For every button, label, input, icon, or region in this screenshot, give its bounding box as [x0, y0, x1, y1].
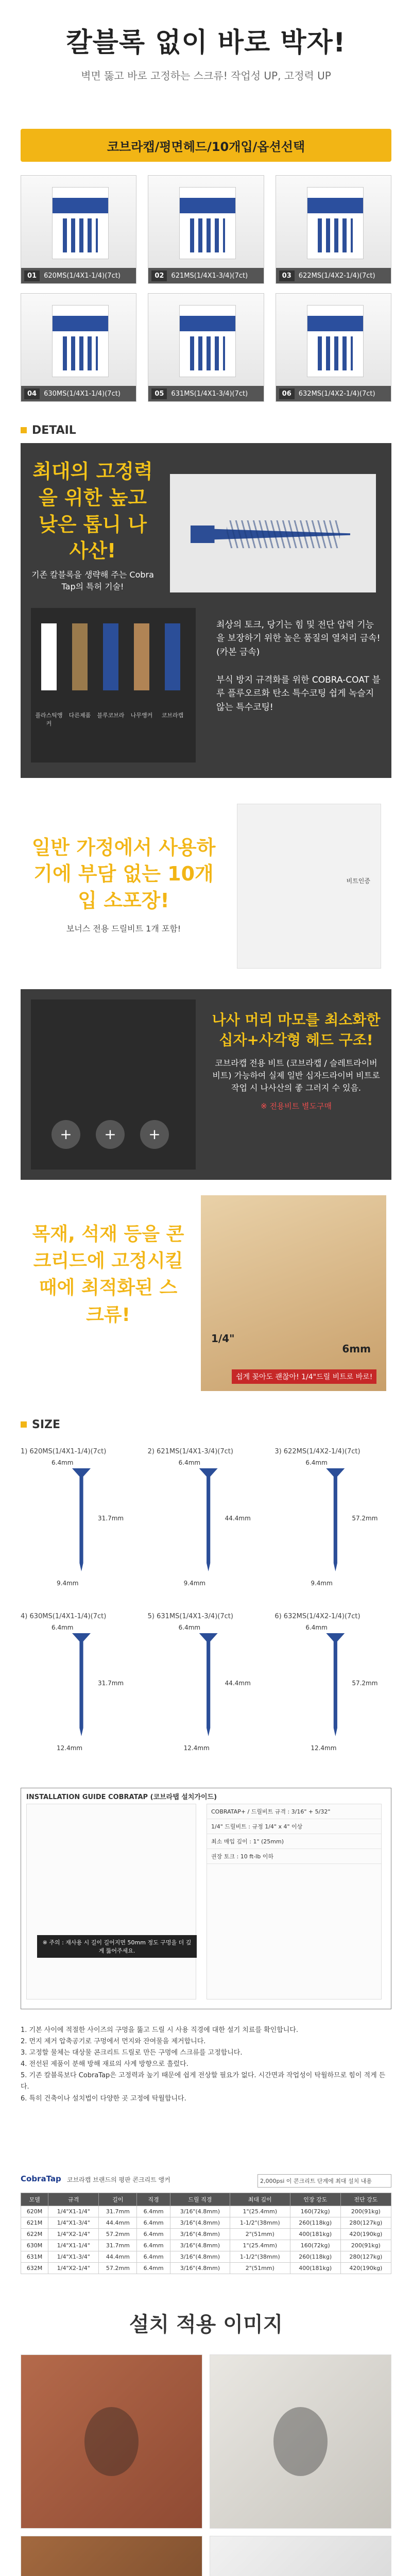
table-cell: 200(91kg)	[340, 2240, 391, 2251]
table-cell: 3/16"(4.8mm)	[170, 2251, 230, 2263]
table-cell: 6.4mm	[137, 2206, 170, 2217]
shank-diameter: 6.4mm	[305, 1459, 328, 1466]
shank-diameter: 6.4mm	[178, 1459, 201, 1466]
feature-carbon-metal: 최상의 토크, 당기는 힘 및 전단 압력 기능을 보장하기 위한 높은 품질의 열처리 금속! (카본 금속)	[216, 620, 381, 657]
table-cell: 280(127kg)	[340, 2217, 391, 2229]
table-cell: 44.4mm	[99, 2217, 137, 2229]
table-cell: 1/4"X1-1/4"	[48, 2206, 99, 2217]
detail-label: DETAIL	[32, 423, 76, 437]
guide-spec-panel	[207, 1804, 382, 1999]
table-row	[21, 2251, 391, 2263]
package-photo	[237, 804, 381, 969]
screw-diagram	[199, 1633, 218, 1736]
head-feature-panel	[21, 989, 391, 1180]
note-line: 2. 먼지 제거 압축공기로 구멍에서 먼지와 잔여물을 제거합니다.	[21, 2038, 206, 2046]
table-cell: 620M	[21, 2206, 48, 2217]
hero-title: 칼블록 없이 바로 박자!	[66, 27, 346, 58]
thread-feature-title: 최대의 고정력을 위한 높고 낮은 톱니 나사산!	[32, 460, 153, 562]
table-cell: 57.2mm	[99, 2229, 137, 2240]
drill-size-label: 1/4"	[211, 1332, 235, 1345]
head-feature-note: ※ 전용비트 별도구매	[260, 1101, 332, 1111]
variant-label: 632MS(1/4X2-1/4)(7ct)	[298, 389, 375, 398]
table-cell: 6.4mm	[137, 2217, 170, 2229]
guide-spec-row: COBRATAP+ / 드릴비트 규격 : 3/16" + 5/32"	[207, 1804, 381, 1819]
pack-feature-text: 보너스 전용 드릴비트 1개 포함!	[66, 923, 181, 934]
hero-subtitle: 벽면 뚫고 바로 고정하는 스크류! 작업성 UP, 고정력 UP	[81, 70, 331, 82]
variant-number: 03	[279, 270, 295, 281]
table-cell: 1"(25.4mm)	[230, 2206, 290, 2217]
variant-photo	[148, 176, 263, 268]
drill-warning: 쉽게 꽂아도 괜찮아! 1/4"드릴 비트로 바로!	[232, 1369, 376, 1384]
table-cell: 631M	[21, 2251, 48, 2263]
variant-number: 06	[279, 388, 295, 399]
size-card-title: 1) 620MS(1/4X1-1/4)(7ct)	[21, 1448, 107, 1455]
note-line: 3. 고정할 물체는 대상물 콘크리트 드릴로 만든 구멍에 스크류를 고정합니다.	[21, 2049, 243, 2057]
table-header-cell: 드릴 직경	[170, 2193, 230, 2206]
variant-photo	[21, 176, 136, 268]
section-marker-icon	[21, 427, 27, 433]
head-diameter: 9.4mm	[57, 1580, 79, 1587]
variant-label: 631MS(1/4X1-3/4)(7ct)	[171, 389, 248, 398]
table-cell: 160(72kg)	[290, 2206, 340, 2217]
wood-block-photo	[201, 1195, 386, 1391]
size-label: SIZE	[32, 1418, 61, 1431]
note-line: 1. 기본 사이에 적절한 사이즈의 구멍을 뚫고 드릴 시 사용 직경에 대한 설기 치료를 확인합니다.	[21, 2026, 299, 2034]
head-feature-title: 나사 머리 마모를 최소화한 십자+사각형 헤드 구조!	[212, 1011, 381, 1049]
variant-card[interactable]	[276, 293, 391, 402]
variant-photo	[276, 176, 391, 268]
size-card-title: 2) 621MS(1/4X1-3/4)(7ct)	[147, 1448, 233, 1455]
table-cell: 6.4mm	[137, 2240, 170, 2251]
table-cell: 622M	[21, 2229, 48, 2240]
table-cell: 160(72kg)	[290, 2240, 340, 2251]
table-cell: 6.4mm	[137, 2251, 170, 2263]
table-cell: 621M	[21, 2217, 48, 2229]
spec-table	[21, 2193, 391, 2274]
size-card-title: 5) 631MS(1/4X1-3/4)(7ct)	[147, 1613, 233, 1620]
guide-steps-image	[26, 1804, 196, 1999]
variant-number: 01	[24, 270, 40, 281]
options-banner: 코브라캡/평면헤드/10개입/옵션선택	[21, 129, 391, 162]
size-card	[21, 1613, 138, 1767]
variant-label: 621MS(1/4X1-3/4)(7ct)	[171, 272, 248, 280]
table-header-cell: 길이	[99, 2193, 137, 2206]
material-feature-panel	[21, 1190, 391, 1396]
installation-guide	[21, 1788, 391, 2009]
install-photo-railing	[21, 2536, 202, 2576]
size-card	[274, 1613, 391, 1767]
note-line: 6. 특히 건축이나 설치법이 다양한 곳 고정에 탁월합니다.	[21, 2094, 186, 2103]
size-header	[21, 1417, 391, 1432]
screw-length: 44.4mm	[225, 1515, 251, 1522]
table-cell: 400(181kg)	[290, 2263, 340, 2274]
phillips-bit-icon: +	[52, 1120, 80, 1149]
table-header-cell: 직경	[137, 2193, 170, 2206]
screw-length: 57.2mm	[352, 1515, 378, 1522]
head-diameter: 12.4mm	[183, 1744, 210, 1752]
table-cell: 632M	[21, 2263, 48, 2274]
size-card-title: 4) 630MS(1/4X1-1/4)(7ct)	[21, 1613, 107, 1620]
table-cell: 1-1/2"(38mm)	[230, 2217, 290, 2229]
head-diameter: 12.4mm	[311, 1744, 337, 1752]
pack-photo-label: 비트인증	[346, 877, 370, 885]
screw-diagram	[199, 1468, 218, 1571]
table-cell: 400(181kg)	[290, 2229, 340, 2240]
table-cell: 1/4"X2-1/4"	[48, 2263, 99, 2274]
table-cell: 420(190kg)	[340, 2229, 391, 2240]
material-feature-title: 목재, 석재 등을 콘크리드에 고정시킬 때에 최적화된 스크류!	[32, 1224, 184, 1326]
install-photo-cctv	[210, 2354, 391, 2529]
table-row	[21, 2217, 391, 2229]
table-cell: 280(127kg)	[340, 2251, 391, 2263]
table-cell: 1"(25.4mm)	[230, 2240, 290, 2251]
shank-diameter: 6.4mm	[52, 1459, 74, 1466]
variant-card[interactable]	[148, 293, 264, 402]
table-header-cell: 전단 강도	[340, 2193, 391, 2206]
pack-feature-title: 일반 가정에서 사용하기에 부담 없는 10개입 소포장!	[31, 836, 216, 912]
table-cell: 3/16"(4.8mm)	[170, 2206, 230, 2217]
detail-section	[21, 422, 391, 2154]
table-cell: 44.4mm	[99, 2251, 137, 2263]
table-header-cell: 최대 깊이	[230, 2193, 290, 2206]
head-diameter: 9.4mm	[183, 1580, 206, 1587]
comparison-label: 플라스틱앵커	[35, 712, 63, 727]
variant-photo	[148, 294, 263, 386]
size-card-title: 6) 632MS(1/4X2-1/4)(7ct)	[274, 1613, 360, 1620]
square-bit-icon: +	[96, 1120, 125, 1149]
screw-head-photo	[31, 999, 196, 1170]
spec-table-section	[21, 2174, 391, 2277]
variant-photo	[276, 294, 391, 386]
table-cell: 31.7mm	[99, 2240, 137, 2251]
table-subtitle: 코브라캡 브랜드의 평판 콘크리트 앵커	[67, 2176, 170, 2183]
table-cell: 420(190kg)	[340, 2263, 391, 2274]
table-cell: 2"(51mm)	[230, 2229, 290, 2240]
shank-diameter: 6.4mm	[178, 1624, 201, 1631]
table-row	[21, 2240, 391, 2251]
table-cell: 1-1/2"(38mm)	[230, 2251, 290, 2263]
install-photo-grid	[21, 2354, 391, 2576]
size-card	[148, 1448, 265, 1602]
size-card	[148, 1613, 265, 1767]
screw-diagram	[326, 1468, 345, 1571]
screw-length: 57.2mm	[352, 1680, 378, 1687]
feature-cobra-coat: 부식 방지 규격화를 위한 COBRA-COAT 블루 플루오르화 탄소 특수코팅 쉽게 녹슬지 않는 특수코팅!	[216, 675, 381, 713]
head-diameter: 9.4mm	[311, 1580, 333, 1587]
size-card-title: 3) 622MS(1/4X2-1/4)(7ct)	[274, 1448, 360, 1455]
screw-diagram	[326, 1633, 345, 1736]
section-marker-icon	[21, 1421, 27, 1428]
variant-card[interactable]	[21, 293, 136, 402]
install-photo-doorbell	[21, 2354, 202, 2529]
cobratap-logo: CobraTap	[21, 2174, 61, 2183]
screw-diagram	[72, 1468, 91, 1571]
anchor-comparison-image	[31, 608, 196, 762]
install-photo-hose-reel	[210, 2536, 391, 2576]
guide-spec-row: 1/4" 드릴비트 : 규정 1/4" x 4" 이상	[207, 1819, 381, 1834]
comparison-label: 코브라캡	[161, 712, 184, 719]
variant-grid	[21, 175, 391, 402]
size-section	[21, 1417, 391, 1767]
screw-closeup-image	[170, 474, 376, 592]
table-caption: 2,000psi 이 콘크리트 단계에 최대 설치 내용	[258, 2174, 391, 2188]
note-line: 5. 기존 칼블록보다 CobraTap은 고정력과 높기 때문에 쉽게 전상할 필요가 없다. 시간면과 작업성이 탁월하므로 힘이 적게 든다.	[21, 2072, 386, 2091]
table-cell: 200(91kg)	[340, 2206, 391, 2217]
screw-diagram	[72, 1633, 91, 1736]
screw-length: 44.4mm	[225, 1680, 251, 1687]
table-cell: 3/16"(4.8mm)	[170, 2217, 230, 2229]
table-header-cell: 모델	[21, 2193, 48, 2206]
table-cell: 1/4"X1-1/4"	[48, 2240, 99, 2251]
table-cell: 260(118kg)	[290, 2217, 340, 2229]
table-row	[21, 2229, 391, 2240]
guide-spec-row: 최소 매입 깊이 : 1" (25mm)	[207, 1834, 381, 1849]
table-cell: 1/4"X2-1/4"	[48, 2229, 99, 2240]
screw-length: 31.7mm	[98, 1680, 124, 1687]
size-card	[274, 1448, 391, 1602]
guide-title: INSTALLATION GUIDE COBRATAP (코브라탭 설치가이드)	[26, 1793, 217, 1801]
variant-label: 620MS(1/4X1-1/4)(7ct)	[44, 272, 121, 280]
table-cell: 1/4"X1-3/4"	[48, 2251, 99, 2263]
head-feature-text: 코브라캡 전용 비트 (코브라캡 / 슬레트라이버비트) 가능하여 실제 일반 십자드라이버 비트로 작업 시 나사산의 좋 그러지 수 있음.	[212, 1058, 380, 1093]
variant-card[interactable]	[148, 175, 264, 284]
detail-header	[21, 422, 391, 438]
thread-feature-text: 기존 칼블록을 생략해 주는 Cobra Tap의 특허 기술!	[31, 570, 154, 591]
table-cell: 1/4"X1-3/4"	[48, 2217, 99, 2229]
variant-label: 622MS(1/4X2-1/4)(7ct)	[298, 272, 375, 280]
table-header-cell: 인장 강도	[290, 2193, 340, 2206]
table-cell: 6.4mm	[137, 2229, 170, 2240]
shank-diameter: 6.4mm	[305, 1624, 328, 1631]
comparison-label: 다른제품	[68, 712, 91, 719]
head-diameter: 12.4mm	[57, 1744, 83, 1752]
table-cell: 31.7mm	[99, 2206, 137, 2217]
thread-feature-panel	[21, 443, 391, 778]
table-row	[21, 2263, 391, 2274]
table-cell: 630M	[21, 2240, 48, 2251]
table-cell: 6.4mm	[137, 2263, 170, 2274]
guide-warning: ※ 주의 : 재사용 시 길이 길어지면 50mm 정도 구멍을 더 깊게 뚫어주세요.	[37, 1935, 197, 1958]
comparison-label: 블루코브라	[97, 712, 125, 719]
drill-mm-label: 6mm	[342, 1343, 371, 1355]
table-cell: 3/16"(4.8mm)	[170, 2240, 230, 2251]
table-cell: 260(118kg)	[290, 2251, 340, 2263]
variant-card[interactable]	[21, 175, 136, 284]
variant-label: 630MS(1/4X1-1/4)(7ct)	[44, 389, 121, 398]
size-card	[21, 1448, 138, 1602]
table-cell: 3/16"(4.8mm)	[170, 2229, 230, 2240]
hero-section	[0, 0, 412, 129]
table-cell: 2"(51mm)	[230, 2263, 290, 2274]
variant-number: 02	[151, 270, 167, 281]
variant-photo	[21, 294, 136, 386]
note-line: 4. 전선된 제품이 분해 방해 재료의 사계 방향으로 흘렀다.	[21, 2060, 188, 2069]
combo-bit-icon: +	[140, 1120, 169, 1149]
variant-number: 04	[24, 388, 40, 399]
shank-diameter: 6.4mm	[52, 1624, 74, 1631]
table-row	[21, 2206, 391, 2217]
installation-notes	[21, 2025, 391, 2105]
table-cell: 3/16"(4.8mm)	[170, 2263, 230, 2274]
pack-feature-panel	[21, 793, 391, 979]
variant-number: 05	[151, 388, 167, 399]
install-images-title: 설치 적용 이미지	[129, 2313, 283, 2336]
table-header-cell: 규격	[48, 2193, 99, 2206]
table-cell: 57.2mm	[99, 2263, 137, 2274]
comparison-label: 나무앵커	[130, 712, 153, 719]
screw-length: 31.7mm	[98, 1515, 124, 1522]
guide-spec-row: 권장 토크 : 10 ft-lb 이하	[207, 1849, 381, 1864]
variant-card[interactable]	[276, 175, 391, 284]
